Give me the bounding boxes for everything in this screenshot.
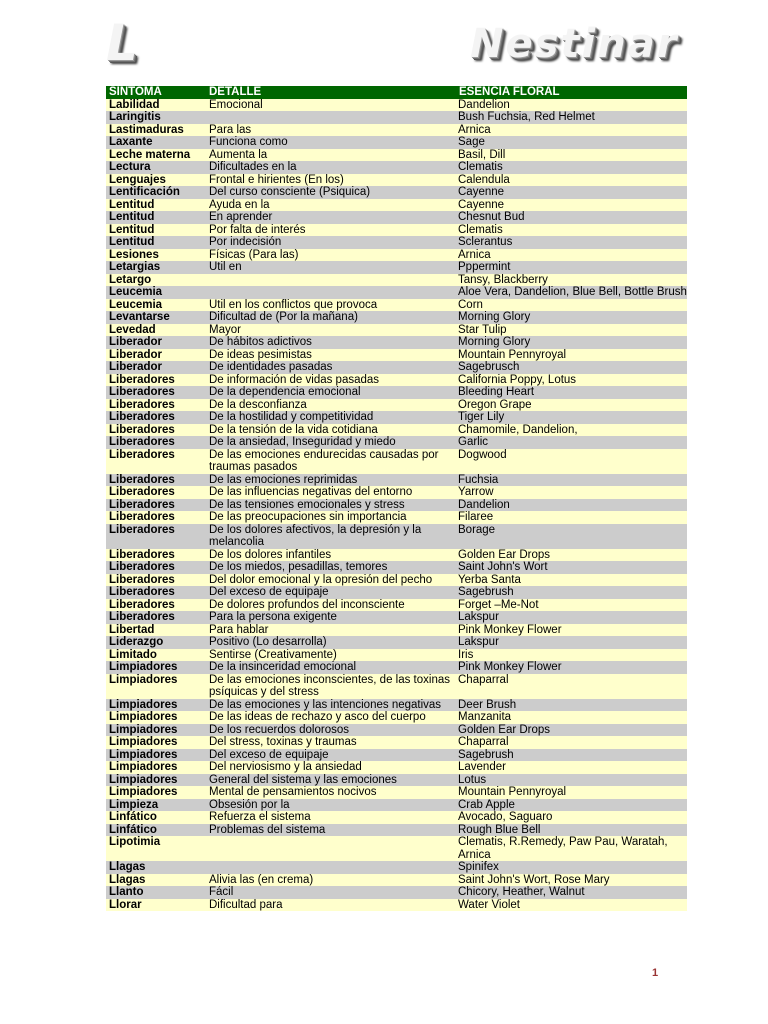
- cell-sintoma: Lentitud: [106, 224, 206, 237]
- cell-esencia: Yerba Santa: [456, 574, 687, 587]
- cell-sintoma: Liberadores: [106, 449, 206, 474]
- cell-detalle: De la ansiedad, Inseguridad y miedo: [206, 436, 456, 449]
- cell-detalle: Mental de pensamientos nocivos: [206, 786, 456, 799]
- cell-sintoma: Letargias: [106, 261, 206, 274]
- symptom-table: [106, 86, 687, 911]
- table-row: [106, 236, 687, 249]
- cell-sintoma: Limpiadores: [106, 661, 206, 674]
- table-row: [106, 524, 687, 549]
- table-row: [106, 674, 687, 699]
- cell-detalle: Para las: [206, 124, 456, 137]
- table-row: [106, 436, 687, 449]
- table-row: [106, 824, 687, 837]
- table-row: [106, 774, 687, 787]
- cell-detalle: Fácil: [206, 886, 456, 899]
- cell-esencia: Deer Brush: [456, 699, 687, 712]
- cell-sintoma: Liberadores: [106, 499, 206, 512]
- table-header-row: [106, 86, 687, 99]
- table-row: [106, 874, 687, 887]
- table-row: [106, 886, 687, 899]
- cell-esencia: Basil, Dill: [456, 149, 687, 162]
- cell-sintoma: Lentitud: [106, 211, 206, 224]
- cell-detalle: Del exceso de equipaje: [206, 586, 456, 599]
- cell-detalle: Obsesión por la: [206, 799, 456, 812]
- cell-sintoma: Levedad: [106, 324, 206, 337]
- cell-sintoma: Liberadores: [106, 574, 206, 587]
- cell-detalle: [206, 286, 456, 299]
- cell-esencia: Chaparral: [456, 674, 687, 699]
- table-row: [106, 736, 687, 749]
- cell-sintoma: Llanto: [106, 886, 206, 899]
- cell-detalle: De ideas pesimistas: [206, 349, 456, 362]
- cell-esencia: Fuchsia: [456, 474, 687, 487]
- table-row: [106, 349, 687, 362]
- cell-esencia: California Poppy, Lotus: [456, 374, 687, 387]
- cell-esencia: Avocado, Saguaro: [456, 811, 687, 824]
- column-header-detalle: DETALLE: [206, 86, 456, 99]
- cell-esencia: Chaparral: [456, 736, 687, 749]
- cell-esencia: Saint John's Wort, Rose Mary: [456, 874, 687, 887]
- cell-esencia: Clematis: [456, 224, 687, 237]
- cell-detalle: De las emociones y las intenciones negativas: [206, 699, 456, 712]
- cell-detalle: Para hablar: [206, 624, 456, 637]
- cell-detalle: Mayor: [206, 324, 456, 337]
- cell-detalle: Dificultades en la: [206, 161, 456, 174]
- cell-sintoma: Liberadores: [106, 599, 206, 612]
- table-row: [106, 549, 687, 562]
- cell-sintoma: Linfático: [106, 824, 206, 837]
- table-row: [106, 811, 687, 824]
- cell-esencia: Cayenne: [456, 186, 687, 199]
- cell-esencia: Lakspur: [456, 636, 687, 649]
- cell-detalle: Refuerza el sistema: [206, 811, 456, 824]
- cell-detalle: De hábitos adictivos: [206, 336, 456, 349]
- cell-sintoma: Lentitud: [106, 236, 206, 249]
- cell-esencia: Bush Fuchsia, Red Helmet: [456, 111, 687, 124]
- table-row: [106, 499, 687, 512]
- table-row: [106, 699, 687, 712]
- cell-sintoma: Liberadores: [106, 511, 206, 524]
- cell-sintoma: Liberadores: [106, 424, 206, 437]
- table-row: [106, 399, 687, 412]
- cell-detalle: Del curso consciente (Psiquica): [206, 186, 456, 199]
- table-row: [106, 136, 687, 149]
- cell-detalle: En aprender: [206, 211, 456, 224]
- table-row: [106, 211, 687, 224]
- cell-detalle: Frontal e hirientes (En los): [206, 174, 456, 187]
- table-row: [106, 899, 687, 912]
- cell-esencia: Garlic: [456, 436, 687, 449]
- cell-esencia: Arnica: [456, 249, 687, 262]
- cell-esencia: Cayenne: [456, 199, 687, 212]
- cell-sintoma: Libertad: [106, 624, 206, 637]
- cell-sintoma: Llorar: [106, 899, 206, 912]
- cell-esencia: Dogwood: [456, 449, 687, 474]
- cell-sintoma: Liberadores: [106, 549, 206, 562]
- table-row: [106, 149, 687, 162]
- cell-esencia: Golden Ear Drops: [456, 724, 687, 737]
- table-row: [106, 786, 687, 799]
- table-row: [106, 474, 687, 487]
- cell-detalle: De los recuerdos dolorosos: [206, 724, 456, 737]
- cell-sintoma: Letargo: [106, 274, 206, 287]
- cell-esencia: Pink Monkey Flower: [456, 624, 687, 637]
- table-row: [106, 261, 687, 274]
- cell-sintoma: Limpiadores: [106, 711, 206, 724]
- table-row: [106, 661, 687, 674]
- cell-detalle: Problemas del sistema: [206, 824, 456, 837]
- table-row: [106, 386, 687, 399]
- table-row: [106, 186, 687, 199]
- table-row: [106, 161, 687, 174]
- cell-detalle: Por falta de interés: [206, 224, 456, 237]
- cell-detalle: De los dolores infantiles: [206, 549, 456, 562]
- cell-sintoma: Limpieza: [106, 799, 206, 812]
- table-row: [106, 511, 687, 524]
- table-row: [106, 224, 687, 237]
- table-row: [106, 361, 687, 374]
- cell-esencia: Tiger Lily: [456, 411, 687, 424]
- cell-detalle: Positivo (Lo desarrolla): [206, 636, 456, 649]
- cell-esencia: Calendula: [456, 174, 687, 187]
- cell-detalle: Funciona como: [206, 136, 456, 149]
- cell-sintoma: Liberadores: [106, 399, 206, 412]
- cell-detalle: [206, 861, 456, 874]
- cell-sintoma: Liberadores: [106, 436, 206, 449]
- cell-detalle: De los miedos, pesadillas, temores: [206, 561, 456, 574]
- cell-sintoma: Liberadores: [106, 561, 206, 574]
- cell-esencia: Tansy, Blackberry: [456, 274, 687, 287]
- table-row: [106, 861, 687, 874]
- cell-detalle: De la desconfianza: [206, 399, 456, 412]
- cell-sintoma: Lipotimia: [106, 836, 206, 861]
- cell-detalle: Dificultad de (Por la mañana): [206, 311, 456, 324]
- table-row: [106, 724, 687, 737]
- cell-esencia: Morning Glory: [456, 336, 687, 349]
- cell-detalle: De las influencias negativas del entorno: [206, 486, 456, 499]
- cell-sintoma: Liberadores: [106, 586, 206, 599]
- cell-esencia: Arnica: [456, 124, 687, 137]
- cell-detalle: De los dolores afectivos, la depresión y la melancolia: [206, 524, 456, 549]
- cell-detalle: De las tensiones emocionales y stress: [206, 499, 456, 512]
- cell-esencia: Chicory, Heather, Walnut: [456, 886, 687, 899]
- cell-sintoma: Laxante: [106, 136, 206, 149]
- table-row: [106, 449, 687, 474]
- cell-detalle: Útil en los conflictos que provoca: [206, 299, 456, 312]
- cell-sintoma: Limpiadores: [106, 724, 206, 737]
- table-row: [106, 411, 687, 424]
- cell-esencia: Sagebrush: [456, 749, 687, 762]
- cell-sintoma: Liberador: [106, 349, 206, 362]
- cell-detalle: Del dolor emocional y la opresión del pecho: [206, 574, 456, 587]
- cell-esencia: Oregon Grape: [456, 399, 687, 412]
- cell-detalle: Del nerviosismo y la ansiedad: [206, 761, 456, 774]
- table-row: [106, 424, 687, 437]
- cell-detalle: De las emociones reprimidas: [206, 474, 456, 487]
- cell-esencia: Saint John's Wort: [456, 561, 687, 574]
- table-row: [106, 636, 687, 649]
- table-row: [106, 111, 687, 124]
- cell-detalle: Útil en: [206, 261, 456, 274]
- cell-sintoma: Liberadores: [106, 486, 206, 499]
- table-row: [106, 374, 687, 387]
- cell-detalle: De la tensión de la vida cotidiana: [206, 424, 456, 437]
- cell-detalle: De las emociones inconscientes, de las toxinas psíquicas y del stress: [206, 674, 456, 699]
- cell-detalle: De la dependencia emocional: [206, 386, 456, 399]
- cell-sintoma: Llagas: [106, 861, 206, 874]
- cell-sintoma: Leucemia: [106, 299, 206, 312]
- cell-detalle: Del stress, toxinas y traumas: [206, 736, 456, 749]
- cell-esencia: Crab Apple: [456, 799, 687, 812]
- cell-esencia: Mountain Pennyroyal: [456, 786, 687, 799]
- cell-sintoma: Liberadores: [106, 524, 206, 549]
- cell-detalle: De dolores profundos del inconsciente: [206, 599, 456, 612]
- cell-sintoma: Liberador: [106, 336, 206, 349]
- cell-sintoma: Limpiadores: [106, 761, 206, 774]
- cell-detalle: De las preocupaciones sin importancia: [206, 511, 456, 524]
- cell-esencia: Filaree: [456, 511, 687, 524]
- cell-detalle: Físicas (Para las): [206, 249, 456, 262]
- cell-sintoma: Levantarse: [106, 311, 206, 324]
- cell-sintoma: Leche materna: [106, 149, 206, 162]
- cell-sintoma: Liberador: [106, 361, 206, 374]
- table-row: [106, 586, 687, 599]
- cell-detalle: Del exceso de equipaje: [206, 749, 456, 762]
- cell-detalle: Ayuda en la: [206, 199, 456, 212]
- cell-esencia: Lotus: [456, 774, 687, 787]
- cell-sintoma: Limpiadores: [106, 674, 206, 699]
- cell-detalle: De la insinceridad emocional: [206, 661, 456, 674]
- table-row: [106, 299, 687, 312]
- table-row: [106, 836, 687, 861]
- cell-detalle: De identidades pasadas: [206, 361, 456, 374]
- cell-esencia: Borage: [456, 524, 687, 549]
- cell-sintoma: Leucemia: [106, 286, 206, 299]
- cell-sintoma: Limitado: [106, 649, 206, 662]
- cell-sintoma: Limpiadores: [106, 749, 206, 762]
- table-row: [106, 486, 687, 499]
- cell-detalle: De la hostilidad y competitividad: [206, 411, 456, 424]
- table-row: [106, 649, 687, 662]
- cell-detalle: Sentirse (Creativamente): [206, 649, 456, 662]
- table-row: [106, 124, 687, 137]
- table-row: [106, 561, 687, 574]
- table-row: [106, 599, 687, 612]
- cell-esencia: Spinifex: [456, 861, 687, 874]
- table-row: [106, 749, 687, 762]
- brand-logo: Nestinar: [470, 21, 679, 67]
- table-body: [106, 99, 687, 912]
- cell-esencia: Dandelion: [456, 499, 687, 512]
- cell-detalle: Emocional: [206, 99, 456, 112]
- cell-esencia: Aloe Vera, Dandelion, Blue Bell, Bottle Brush: [458, 286, 687, 298]
- cell-esencia: Rough Blue Bell: [456, 824, 687, 837]
- cell-sintoma: Liberadores: [106, 411, 206, 424]
- cell-esencia: Forget –Me-Not: [456, 599, 687, 612]
- cell-detalle: Dificultad para: [206, 899, 456, 912]
- cell-sintoma: Limpiadores: [106, 786, 206, 799]
- cell-esencia: Lakspur: [456, 611, 687, 624]
- cell-sintoma: Laringitis: [106, 111, 206, 124]
- cell-sintoma: Lastimaduras: [106, 124, 206, 137]
- cell-detalle: [206, 274, 456, 287]
- cell-detalle: De las ideas de rechazo y asco del cuerpo: [206, 711, 456, 724]
- table-row: [106, 324, 687, 337]
- cell-esencia: Sclerantus: [456, 236, 687, 249]
- cell-detalle: [206, 836, 456, 861]
- cell-detalle: [206, 111, 456, 124]
- cell-esencia: Star Tulip: [456, 324, 687, 337]
- cell-esencia: Mountain Pennyroyal: [456, 349, 687, 362]
- cell-esencia: Morning Glory: [456, 311, 687, 324]
- cell-sintoma: Lenguajes: [106, 174, 206, 187]
- cell-detalle: De las emociones endurecidas causadas por traumas pasados: [206, 449, 456, 474]
- cell-esencia: Dandelion: [456, 99, 687, 112]
- cell-detalle: Aumenta la: [206, 149, 456, 162]
- cell-esencia: Lavender: [456, 761, 687, 774]
- cell-sintoma: Lentitud: [106, 199, 206, 212]
- cell-sintoma: Labilidad: [106, 99, 206, 112]
- cell-esencia: Pink Monkey Flower: [456, 661, 687, 674]
- cell-sintoma: Lentificación: [106, 186, 206, 199]
- table-row: [106, 311, 687, 324]
- cell-sintoma: Limpiadores: [106, 736, 206, 749]
- table-row: [106, 174, 687, 187]
- table-row: [106, 249, 687, 262]
- table-row: [106, 274, 687, 287]
- table-row: [106, 761, 687, 774]
- table-row: [106, 624, 687, 637]
- cell-esencia: Chesnut Bud: [456, 211, 687, 224]
- cell-sintoma: Lesiones: [106, 249, 206, 262]
- table-row: [106, 286, 687, 299]
- cell-esencia: Clematis: [456, 161, 687, 174]
- table-row: [106, 574, 687, 587]
- page-number: 1: [652, 967, 659, 979]
- table-row: [106, 336, 687, 349]
- column-header-sintoma: SINTOMA: [106, 86, 206, 99]
- cell-detalle: General del sistema y las emociones: [206, 774, 456, 787]
- cell-detalle: Para la persona exigente: [206, 611, 456, 624]
- cell-sintoma: Lectura: [106, 161, 206, 174]
- cell-esencia: Sagebrusch: [456, 361, 687, 374]
- cell-sintoma: Liberadores: [106, 611, 206, 624]
- cell-esencia: Sage: [456, 136, 687, 149]
- section-letter: L: [106, 14, 138, 72]
- cell-esencia: Yarrow: [456, 486, 687, 499]
- cell-esencia: Golden Ear Drops: [456, 549, 687, 562]
- cell-sintoma: Liberadores: [106, 374, 206, 387]
- cell-detalle: De información de vidas pasadas: [206, 374, 456, 387]
- cell-esencia: Chamomile, Dandelion,: [456, 424, 687, 437]
- cell-esencia: Corn: [456, 299, 687, 312]
- cell-detalle: Alivia las (en crema): [206, 874, 456, 887]
- cell-sintoma: Limpiadores: [106, 699, 206, 712]
- cell-sintoma: Linfático: [106, 811, 206, 824]
- cell-esencia: Bleeding Heart: [456, 386, 687, 399]
- cell-detalle: Por indecisión: [206, 236, 456, 249]
- column-header-esencia: ESENCIA FLORAL: [456, 86, 687, 99]
- cell-esencia: Manzanita: [456, 711, 687, 724]
- table-row: [106, 611, 687, 624]
- cell-sintoma: Liberadores: [106, 386, 206, 399]
- cell-esencia: Pppermint: [456, 261, 687, 274]
- table-row: [106, 799, 687, 812]
- cell-sintoma: Liderazgo: [106, 636, 206, 649]
- cell-esencia: Sagebrush: [456, 586, 687, 599]
- cell-sintoma: Liberadores: [106, 474, 206, 487]
- table-row: [106, 199, 687, 212]
- cell-sintoma: Llagas: [106, 874, 206, 887]
- cell-esencia: Clematis, R.Remedy, Paw Pau, Waratah, Arnica: [456, 836, 687, 861]
- cell-esencia: Water Violet: [456, 899, 687, 912]
- table-row: [106, 99, 687, 112]
- cell-esencia: Iris: [456, 649, 687, 662]
- table-row: [106, 711, 687, 724]
- cell-sintoma: Limpiadores: [106, 774, 206, 787]
